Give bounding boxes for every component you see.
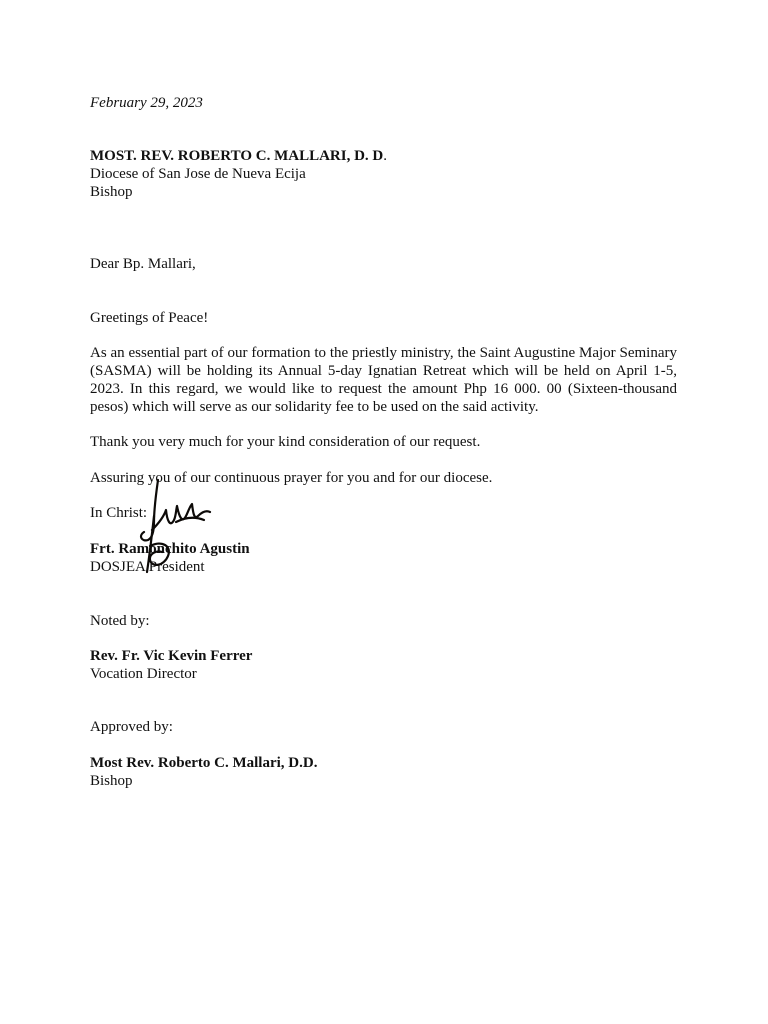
- recipient-title: Bishop: [90, 184, 133, 200]
- closing: In Christ:: [90, 505, 148, 521]
- noter-block: [90, 647, 677, 683]
- sender-name: Frt. Ramonchito Agustin: [90, 541, 250, 557]
- noter-name: Rev. Fr. Vic Kevin Ferrer: [90, 648, 253, 664]
- recipient-name-line: [90, 147, 677, 165]
- body-paragraph-request: As an essential part of our formation to the priestly ministry, the Saint Augustine Major Seminary (SASMA) will be holding its Annual 5-day Ignatian Retreat which will be held on April 1-5, 2023. In this regard, we would like to request the amount Php 16 000. 00 (Sixteen-thousand pesos) which will serve as our solidarity fee to be used on the said activity.: [90, 345, 677, 415]
- body-paragraph-thanks: Thank you very much for your kind consideration of our request.: [90, 434, 481, 450]
- recipient-name: MOST. REV. ROBERTO C. MALLARI, D. D: [90, 148, 384, 164]
- approver-title: Bishop: [90, 773, 133, 789]
- noted-by-label: Noted by:: [90, 613, 150, 629]
- recipient-name-suffix: .: [383, 148, 388, 164]
- greeting: Greetings of Peace!: [90, 310, 209, 326]
- approver-name: Most Rev. Roberto C. Mallari, D.D.: [90, 755, 318, 771]
- approver-block: [90, 754, 677, 790]
- approved-by-label: Approved by:: [90, 719, 173, 735]
- recipient-diocese: Diocese of San Jose de Nueva Ecija: [90, 166, 306, 182]
- sender-title: DOSJEA President: [90, 559, 205, 575]
- salutation: Dear Bp. Mallari,: [90, 256, 196, 272]
- handwritten-signature: [132, 476, 212, 576]
- recipient-block: [90, 147, 677, 201]
- letter-date: February 29, 2023: [90, 95, 203, 111]
- body-paragraph-prayer: Assuring you of our continuous prayer for you and for our diocese.: [90, 470, 493, 486]
- noter-title: Vocation Director: [90, 666, 197, 682]
